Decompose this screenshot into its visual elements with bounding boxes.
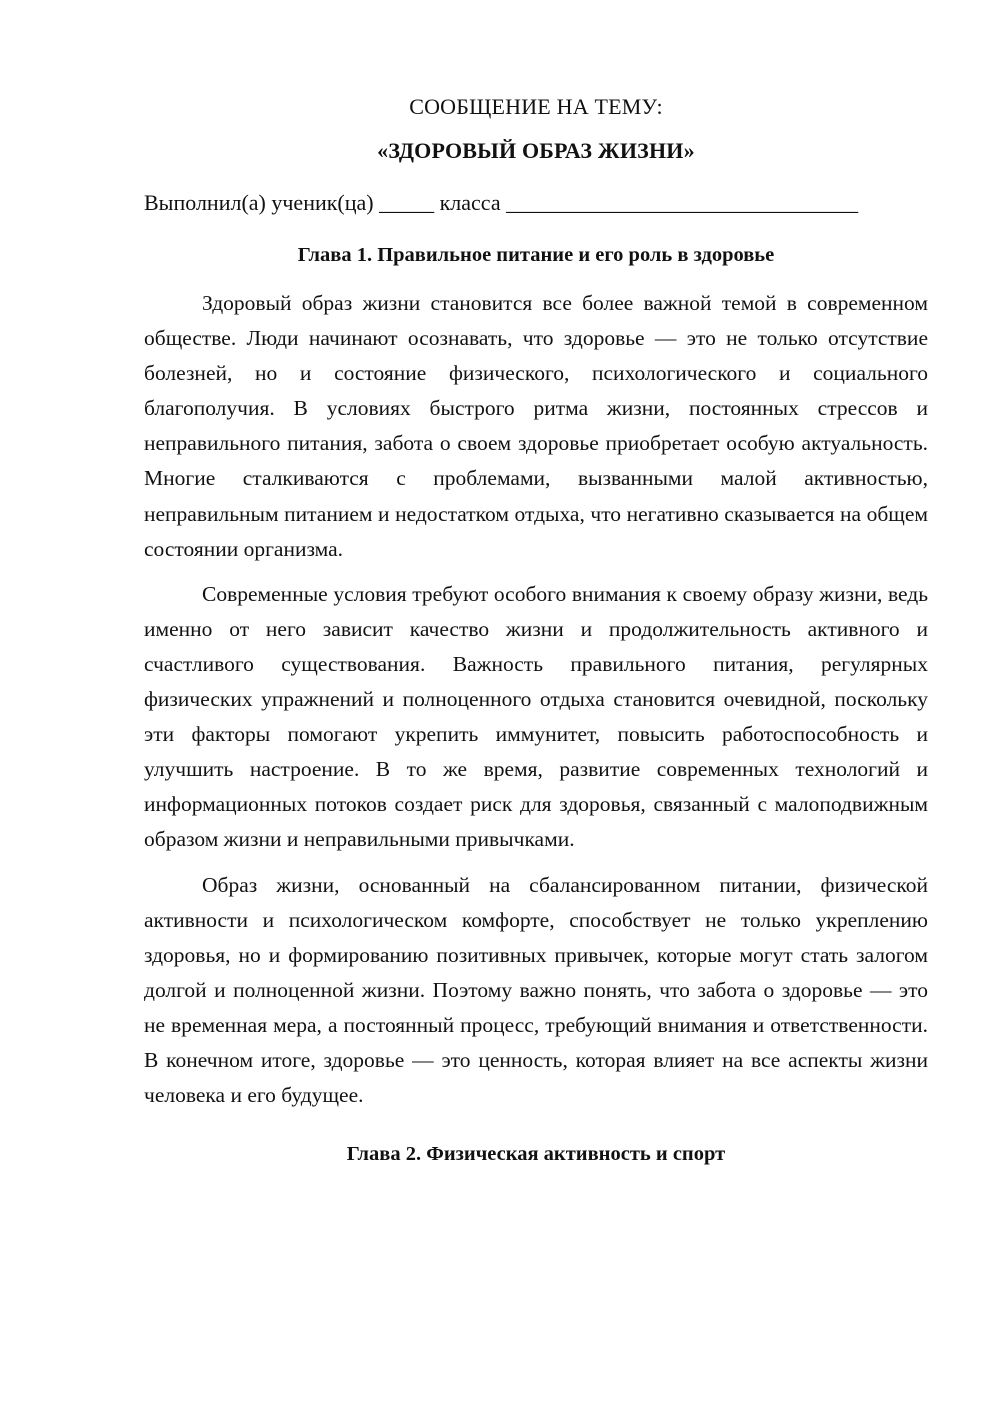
chapter-1-paragraph-3: Образ жизни, основанный на сбалансированном питании, физической активности и психологическом комфорте, способствует не только укреплению здоровья, но и формированию позитивных привычек, которые могут стать залогом долгой и полноценной жизни. Поэтому важно понять, что забота о здоровье — это не временная мера, а постоянный процесс, требующий внимания и ответственности. В конечном итоге, здоровье — это ценность, которая влияет на все аспекты жизни человека и его будущее. [144, 872, 928, 1108]
author-line: Выполнил(а) ученик(ца) _____ класса ________________________________ [144, 190, 859, 215]
document-title-line-2: «ЗДОРОВЫЙ ОБРАЗ ЖИЗНИ» [377, 138, 695, 163]
document-title-line-1: СООБЩЕНИЕ НА ТЕМУ: [409, 94, 663, 119]
chapter-1-heading: Глава 1. Правильное питание и его роль в здоровье [297, 244, 775, 266]
chapter-1-paragraph-1: Здоровый образ жизни становится все более важной темой в современном обществе. Люди начинают осознавать, что здоровье — это не только отсутствие болезней, но и состояние физического, психологического и социального благополучия. В условиях быстрого ритма жизни, постоянных стрессов и неправильного питания, забота о своем здоровье приобретает особую актуальность. Многие сталкиваются с проблемами, вызванными малой активностью, неправильным питанием и недостатком отдыха, что негативно сказывается на общем состоянии организма. [144, 291, 928, 561]
chapter-1-paragraph-2: Современные условия требуют особого внимания к своему образу жизни, ведь именно от него зависит качество жизни и продолжительность активного и счастливого существования. Важность правильного питания, регулярных физических упражнений и полноценного отдыха становится очевидной, поскольку эти факторы помогают укрепить иммунитет, повысить работоспособность и улучшить настроение. В то же время, развитие современных технологий и информационных потоков создает риск для здоровья, связанный с малоподвижным образом жизни и неправильными привычками. [144, 581, 928, 852]
chapter-2-heading: Глава 2. Физическая активность и спорт [346, 1143, 726, 1166]
document-page [144, 92, 928, 1169]
